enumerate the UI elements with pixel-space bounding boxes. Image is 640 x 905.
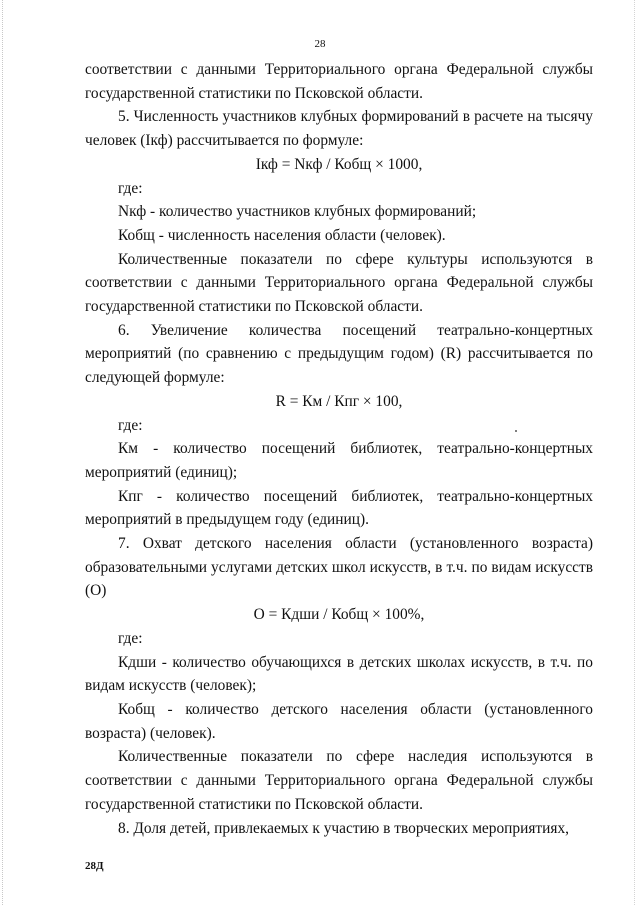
item-7-heading: 7. Охват детского населения области (установленного возраста) образовательными услугами детских школ искусств, в т.ч. по видам искусств (О)	[85, 535, 593, 600]
where-label: где:	[118, 629, 143, 647]
item-5-heading: 5. Численность участников клубных формирований в расчете на тысячу человек (Iкф) рассчитывается по формуле:	[85, 108, 593, 150]
paragraph-culture-indicators: Количественные показатели по сфере культуры используются в соответствии с данными Территориального органа Федеральной службы государственной статистики по Псковской области.	[85, 250, 593, 316]
formula-o: О = Кдши / Кобщ × 100%,	[253, 606, 425, 624]
item-6-heading: 6. Увеличение количества посещений театрально-концертных мероприятий (по сравнению с предыдущим годом) (R) рассчитывается по следующей формуле:	[85, 321, 593, 387]
definition-kobshch-children: Кобщ - количество детского населения области (установленного возраста) (человек).	[85, 700, 593, 742]
definition-kdshi: Кдши - количество обучающихся в детских школах искусств, в т.ч. по видам искусств (человек);	[85, 653, 593, 695]
definition-kpg: Кпг - количество посещений библиотек, театрально-концертных мероприятий в предыдущем году (единиц).	[85, 487, 593, 529]
formula-r: R = Км / Кпг × 100,	[275, 392, 403, 410]
item-8-heading: 8. Доля детей, привлекаемых к участию в творческих мероприятиях,	[118, 819, 569, 837]
definition-nkf: Nкф - количество участников клубных формирований;	[118, 203, 477, 221]
formula-ikf: Iкф = Nкф / Кобщ × 1000,	[255, 155, 423, 173]
definition-km: Км - количество посещений библиотек, театрально-концертных мероприятий (единиц);	[85, 440, 593, 481]
definition-kobshch: Кобщ - численность населения области (человек).	[118, 226, 446, 244]
scan-edge-left	[2, 0, 4, 905]
where-label: где:	[118, 179, 143, 197]
paragraph-continuation: соответствии с данными Территориального органа Федеральной службы государственной статистики по Псковской области.	[85, 61, 593, 102]
page-number: 28	[314, 38, 326, 50]
footer-code: 28Д	[85, 860, 104, 872]
paragraph-heritage-indicators: Количественные показатели по сфере наследия используются в соответствии с данными Территориального органа Федеральной службы государственной статистики по Псковской области.	[85, 748, 593, 813]
scan-edge-right	[634, 0, 636, 905]
where-label: где:	[118, 416, 143, 434]
document-body	[85, 58, 593, 840]
